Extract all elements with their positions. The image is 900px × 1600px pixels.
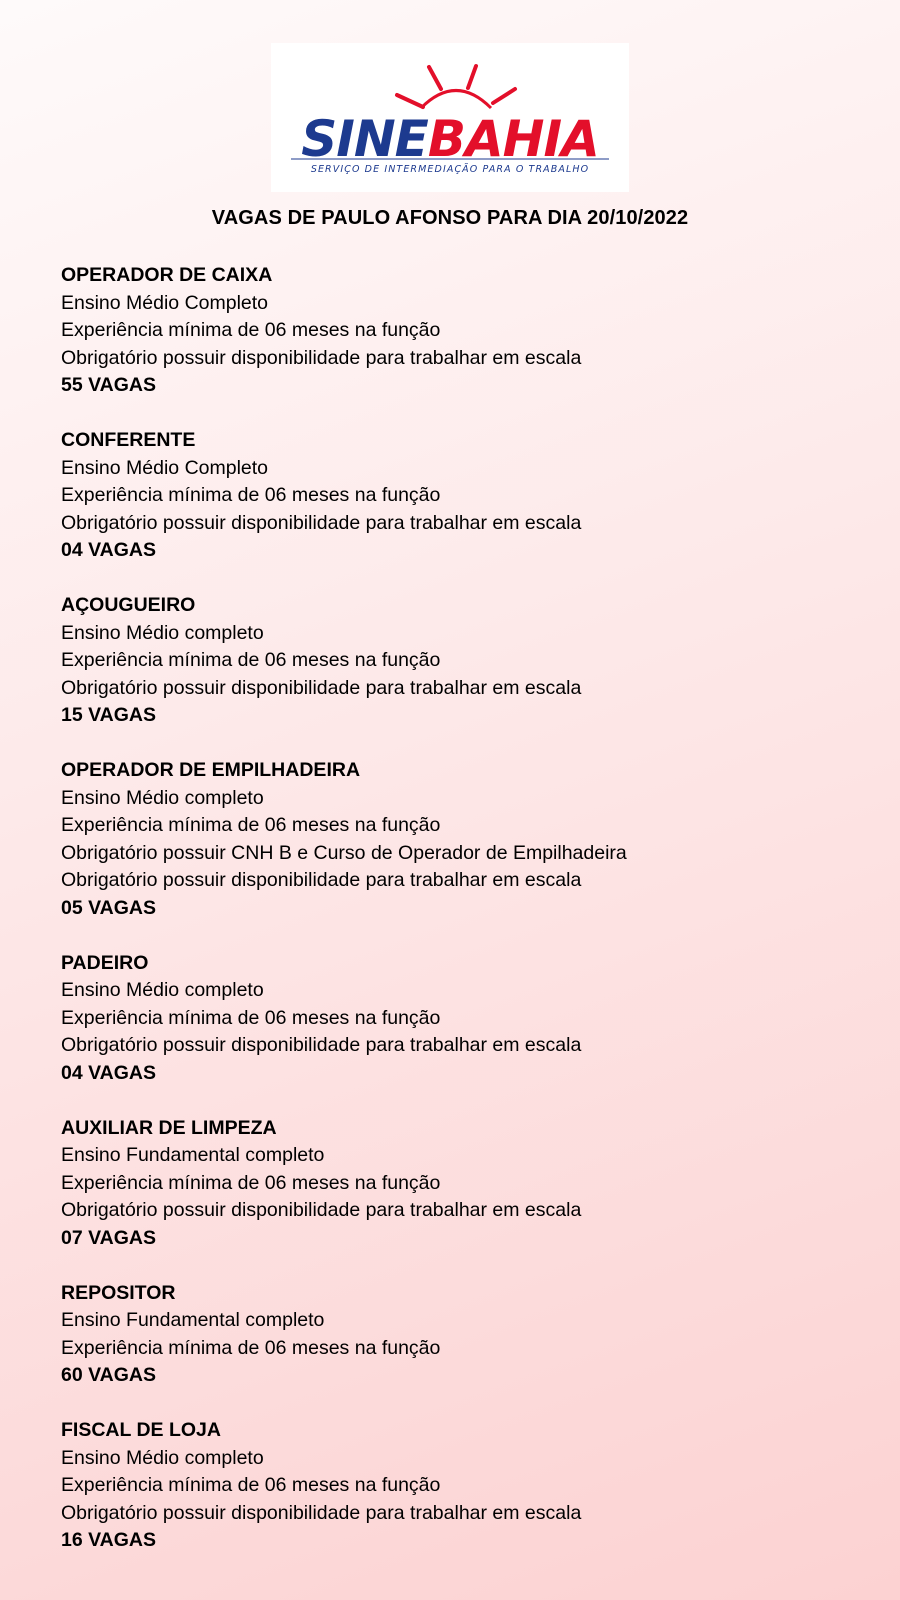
job-requirement: Ensino Médio completo — [61, 621, 264, 644]
job-title: REPOSITOR — [61, 1281, 176, 1304]
job-requirement: Ensino Médio Completo — [61, 456, 269, 479]
job-entry — [61, 427, 861, 565]
job-requirement: Experiência mínima de 06 meses na função — [61, 319, 441, 341]
job-requirement: Obrigatório possuir disponibilidade para trabalhar em escala — [61, 676, 582, 699]
job-list — [61, 262, 861, 1582]
job-title: FISCAL DE LOJA — [61, 1419, 221, 1441]
job-requirement: Ensino Médio completo — [61, 1446, 264, 1469]
job-title: CONFERENTE — [61, 429, 196, 451]
logo-tagline: SERVIÇO DE INTERMEDIAÇÃO PARA O TRABALHO — [310, 164, 590, 175]
job-entry — [61, 592, 861, 730]
job-vacancy-count: 15 VAGAS — [61, 704, 157, 726]
job-vacancy-count: 07 VAGAS — [61, 1226, 157, 1249]
job-vacancy-count: 04 VAGAS — [61, 539, 157, 561]
job-entry — [61, 757, 861, 922]
job-entry — [61, 1417, 861, 1555]
job-requirement: Obrigatório possuir disponibilidade para trabalhar em escala — [61, 1034, 582, 1056]
job-requirement: Obrigatório possuir disponibilidade para trabalhar em escala — [61, 1501, 582, 1524]
job-requirement: Ensino Médio completo — [61, 786, 264, 809]
job-requirement: Experiência mínima de 06 meses na função — [61, 649, 441, 671]
logo-name-part1: SINE — [301, 110, 428, 168]
job-vacancy-count: 16 VAGAS — [61, 1529, 157, 1551]
job-entry — [61, 1115, 861, 1253]
job-vacancy-count: 60 VAGAS — [61, 1364, 157, 1386]
job-requirement: Ensino Fundamental completo — [61, 1309, 325, 1331]
job-entry — [61, 1280, 861, 1390]
job-title: AUXILIAR DE LIMPEZA — [61, 1116, 277, 1139]
job-entry — [61, 262, 861, 400]
job-title: OPERADOR DE CAIXA — [61, 264, 273, 286]
job-requirement: Obrigatório possuir disponibilidade para trabalhar em escala — [61, 1199, 582, 1221]
job-vacancy-count: 55 VAGAS — [61, 374, 157, 396]
job-requirement: Experiência mínima de 06 meses na função — [61, 1171, 441, 1194]
job-requirement: Obrigatório possuir disponibilidade para trabalhar em escala — [61, 869, 582, 891]
page-title: VAGAS DE PAULO AFONSO PARA DIA 20/10/2022 — [211, 207, 689, 229]
job-requirement: Experiência mínima de 06 meses na função — [61, 1336, 441, 1359]
job-requirement: Ensino Médio completo — [61, 979, 264, 1001]
job-requirement: Obrigatório possuir disponibilidade para trabalhar em escala — [61, 346, 582, 369]
job-requirement: Experiência mínima de 06 meses na função — [61, 1474, 441, 1496]
job-title: PADEIRO — [61, 951, 149, 974]
job-requirement: Experiência mínima de 06 meses na função — [61, 1006, 441, 1029]
job-requirement: Ensino Médio Completo — [61, 291, 269, 314]
job-requirement: Obrigatório possuir CNH B e Curso de Operador de Empilhadeira — [61, 841, 627, 864]
job-requirement: Ensino Fundamental completo — [61, 1144, 325, 1166]
job-requirement: Experiência mínima de 06 meses na função — [61, 814, 441, 836]
job-vacancy-count: 04 VAGAS — [61, 1061, 157, 1084]
job-requirement: Experiência mínima de 06 meses na função — [61, 484, 441, 506]
job-title: OPERADOR DE EMPILHADEIRA — [61, 759, 361, 781]
logo-name-part2: BAHIA — [427, 110, 599, 168]
sinebahia-logo — [271, 43, 629, 192]
job-entry — [61, 950, 861, 1088]
job-requirement: Obrigatório possuir disponibilidade para trabalhar em escala — [61, 511, 582, 534]
job-vacancy-count: 05 VAGAS — [61, 896, 157, 919]
job-title: AÇOUGUEIRO — [61, 594, 196, 616]
sun-rays-icon — [271, 43, 629, 192]
